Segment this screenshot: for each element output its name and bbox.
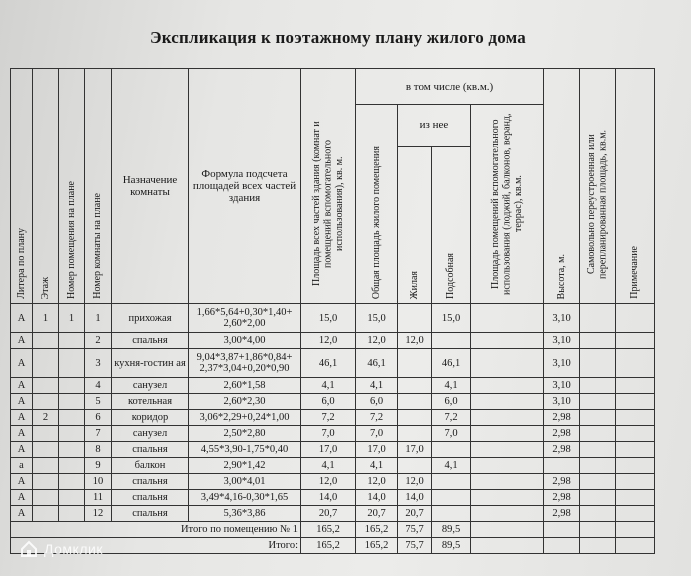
cell-samovolno [580,394,616,410]
cell-zhil: 20,7 [398,506,432,522]
cell-formula: 3,06*2,29+0,24*1,00 [189,410,301,426]
cell-vspom [471,458,544,474]
cell-vspom [471,349,544,378]
cell-litera: а [11,458,33,474]
cell-naznachenie: спальня [112,442,189,458]
header-etazh: Этаж [33,69,59,304]
cell-primechanie [616,506,655,522]
cell-samovolno [580,304,616,333]
total-label: Итого по помещению № 1 [11,522,301,538]
cell-zhil [398,458,432,474]
cell-komn: 5 [85,394,112,410]
cell-vysota: 2,98 [544,506,580,522]
total-empty-cell [616,538,655,554]
cell-komn: 7 [85,426,112,442]
cell-vsego: 20,7 [301,506,356,522]
cell-obshch: 20,7 [356,506,398,522]
cell-obshch: 4,1 [356,378,398,394]
cell-vsego: 4,1 [301,378,356,394]
cell-vysota: 2,98 [544,474,580,490]
cell-vspom [471,410,544,426]
cell-formula: 2,60*1,58 [189,378,301,394]
cell-vspom [471,490,544,506]
header-v-tom-chisle: в том числе (кв.м.) [356,69,544,105]
cell-zhil: 12,0 [398,474,432,490]
header-primechanie: Примечание [616,69,655,304]
cell-komn: 12 [85,506,112,522]
cell-zhil [398,394,432,410]
cell-naznachenie: спальня [112,474,189,490]
cell-formula: 2,90*1,42 [189,458,301,474]
cell-vysota [544,458,580,474]
header-zhilaya: Жилая [398,146,432,303]
total-label: Итого: [11,538,301,554]
cell-pom [59,394,85,410]
table-row [11,442,655,458]
cell-komn: 10 [85,474,112,490]
cell-obshch: 7,0 [356,426,398,442]
cell-formula: 5,36*3,86 [189,506,301,522]
table-row [11,378,655,394]
cell-etazh [33,490,59,506]
cell-primechanie [616,426,655,442]
cell-vysota: 2,98 [544,442,580,458]
table-row [11,304,655,333]
cell-obshch: 46,1 [356,349,398,378]
cell-naznachenie: коридор [112,410,189,426]
total-empty-cell [471,538,544,554]
table-row [11,458,655,474]
table-row [11,394,655,410]
cell-komn: 2 [85,333,112,349]
cell-pom [59,442,85,458]
cell-primechanie [616,378,655,394]
total-empty-cell [580,538,616,554]
cell-pom [59,349,85,378]
total-empty-cell [616,522,655,538]
cell-podsob: 7,2 [432,410,471,426]
cell-litera: А [11,506,33,522]
cell-primechanie [616,410,655,426]
house-logo-icon [20,540,38,558]
cell-naznachenie: спальня [112,490,189,506]
cell-naznachenie: прихожая [112,304,189,333]
cell-litera: А [11,426,33,442]
cell-vspom [471,442,544,458]
cell-komn: 11 [85,490,112,506]
cell-primechanie [616,474,655,490]
cell-primechanie [616,442,655,458]
cell-formula: 3,00*4,00 [189,333,301,349]
cell-primechanie [616,458,655,474]
total-vsego: 165,2 [301,522,356,538]
cell-vsego: 7,2 [301,410,356,426]
cell-pom [59,333,85,349]
cell-samovolno [580,458,616,474]
cell-obshch: 4,1 [356,458,398,474]
cell-vsego: 12,0 [301,474,356,490]
cell-pom [59,426,85,442]
cell-primechanie [616,333,655,349]
cell-zhil [398,410,432,426]
cell-etazh [33,506,59,522]
cell-komn: 9 [85,458,112,474]
cell-pom [59,490,85,506]
cell-podsob: 46,1 [432,349,471,378]
cell-naznachenie: котельная [112,394,189,410]
header-podsobnaya: Подсобная [432,146,471,303]
cell-komn: 4 [85,378,112,394]
cell-formula: 4,55*3,90-1,75*0,40 [189,442,301,458]
total-zhil: 75,7 [398,538,432,554]
cell-obshch: 15,0 [356,304,398,333]
cell-zhil [398,426,432,442]
cell-primechanie [616,490,655,506]
cell-naznachenie: санузел [112,378,189,394]
cell-zhil: 12,0 [398,333,432,349]
cell-podsob: 4,1 [432,378,471,394]
cell-samovolno [580,490,616,506]
total-zhil: 75,7 [398,522,432,538]
cell-naznachenie: кухня-гостин ая [112,349,189,378]
cell-samovolno [580,378,616,394]
cell-podsob: 7,0 [432,426,471,442]
cell-samovolno [580,426,616,442]
cell-vspom [471,394,544,410]
table-row [11,426,655,442]
cell-vysota: 3,10 [544,394,580,410]
cell-zhil [398,349,432,378]
total-vsego: 165,2 [301,538,356,554]
table-row [11,490,655,506]
header-samovolno: Самовольно переустроенная или перепланированная площадь, кв.м. [580,69,616,304]
cell-vsego: 17,0 [301,442,356,458]
cell-vspom [471,378,544,394]
cell-vysota: 3,10 [544,349,580,378]
cell-samovolno [580,442,616,458]
header-ploshchad-vsekh: Площадь всех частей здания (комнат и помещений вспомогательного использования), кв. м. [301,69,356,304]
cell-primechanie [616,394,655,410]
cell-etazh: 2 [33,410,59,426]
cell-litera: А [11,394,33,410]
cell-litera: А [11,349,33,378]
cell-litera: А [11,490,33,506]
header-formula: Формула подсчета площадей всех частей здания [189,69,301,304]
watermark [20,540,103,558]
cell-podsob [432,490,471,506]
cell-zhil: 17,0 [398,442,432,458]
total-row [11,522,655,538]
total-empty-cell [471,522,544,538]
cell-naznachenie: санузел [112,426,189,442]
total-row [11,538,655,554]
total-empty-cell [544,538,580,554]
cell-naznachenie: балкон [112,458,189,474]
cell-vspom [471,333,544,349]
cell-zhil [398,304,432,333]
cell-etazh [33,349,59,378]
cell-vsego: 7,0 [301,426,356,442]
header-nomer-pomeshcheniya: Номер помещения на плане [59,69,85,304]
total-obshch: 165,2 [356,522,398,538]
header-nomer-komnaty: Номер комнаты на плане [85,69,112,304]
cell-primechanie [616,304,655,333]
cell-samovolno [580,410,616,426]
cell-pom: 1 [59,304,85,333]
cell-obshch: 12,0 [356,333,398,349]
cell-podsob: 15,0 [432,304,471,333]
cell-primechanie [616,349,655,378]
header-litera: Литера по плану [11,69,33,304]
cell-obshch: 12,0 [356,474,398,490]
cell-vsego: 12,0 [301,333,356,349]
cell-vsego: 14,0 [301,490,356,506]
cell-etazh [33,442,59,458]
explication-table [10,68,655,554]
cell-naznachenie: спальня [112,333,189,349]
header-iz-nee: из нее [398,105,471,147]
cell-obshch: 7,2 [356,410,398,426]
cell-pom [59,378,85,394]
cell-vsego: 4,1 [301,458,356,474]
cell-obshch: 6,0 [356,394,398,410]
document-title: Экспликация к поэтажному плану жилого дома [150,28,526,47]
cell-litera: А [11,442,33,458]
cell-litera: А [11,410,33,426]
cell-vysota: 2,98 [544,490,580,506]
table-row [11,349,655,378]
cell-komn: 8 [85,442,112,458]
cell-podsob: 4,1 [432,458,471,474]
cell-etazh: 1 [33,304,59,333]
cell-vysota: 3,10 [544,333,580,349]
cell-vysota: 2,98 [544,426,580,442]
cell-vspom [471,474,544,490]
cell-formula: 9,04*3,87+1,86*0,84+ 2,37*3,04+0,20*0,90 [189,349,301,378]
cell-etazh [33,333,59,349]
header-vspomogatelnaya: Площадь помещений вспомогательного использования (лоджий, балконов, веранд, террас), кв.м. [471,105,544,304]
total-empty-cell [580,522,616,538]
cell-formula: 3,49*4,16-0,30*1,65 [189,490,301,506]
cell-etazh [33,458,59,474]
cell-zhil: 14,0 [398,490,432,506]
cell-pom [59,474,85,490]
cell-etazh [33,474,59,490]
cell-vysota: 3,10 [544,378,580,394]
cell-podsob: 6,0 [432,394,471,410]
table-row [11,506,655,522]
cell-etazh [33,394,59,410]
cell-vsego: 46,1 [301,349,356,378]
cell-litera: А [11,474,33,490]
table-row [11,410,655,426]
cell-samovolno [580,333,616,349]
cell-vysota: 3,10 [544,304,580,333]
cell-zhil [398,378,432,394]
cell-vspom [471,426,544,442]
cell-formula: 3,00*4,01 [189,474,301,490]
cell-komn: 1 [85,304,112,333]
cell-etazh [33,378,59,394]
cell-obshch: 14,0 [356,490,398,506]
total-obshch: 165,2 [356,538,398,554]
header-naznachenie: Назначение комнаты [112,69,189,304]
table-body [11,304,655,554]
cell-formula: 2,50*2,80 [189,426,301,442]
table-row [11,333,655,349]
total-podsob: 89,5 [432,522,471,538]
cell-vsego: 15,0 [301,304,356,333]
watermark-text: Домклик [44,541,103,557]
cell-litera: А [11,304,33,333]
cell-obshch: 17,0 [356,442,398,458]
cell-formula: 1,66*5,64+0,30*1,40+ 2,60*2,00 [189,304,301,333]
total-podsob: 89,5 [432,538,471,554]
total-empty-cell [544,522,580,538]
cell-podsob [432,333,471,349]
cell-pom [59,506,85,522]
cell-samovolno [580,506,616,522]
header-vysota: Высота, м. [544,69,580,304]
table-row [11,474,655,490]
cell-podsob [432,506,471,522]
cell-pom [59,458,85,474]
cell-formula: 2,60*2,30 [189,394,301,410]
cell-vspom [471,506,544,522]
cell-samovolno [580,474,616,490]
cell-vspom [471,304,544,333]
header-obshchaya: Общая площадь жилого помещения [356,105,398,304]
cell-litera: А [11,333,33,349]
cell-etazh [33,426,59,442]
cell-pom [59,410,85,426]
cell-naznachenie: спальня [112,506,189,522]
cell-podsob [432,442,471,458]
cell-podsob [432,474,471,490]
cell-samovolno [580,349,616,378]
cell-vsego: 6,0 [301,394,356,410]
cell-litera: А [11,378,33,394]
cell-komn: 3 [85,349,112,378]
cell-komn: 6 [85,410,112,426]
cell-vysota: 2,98 [544,410,580,426]
